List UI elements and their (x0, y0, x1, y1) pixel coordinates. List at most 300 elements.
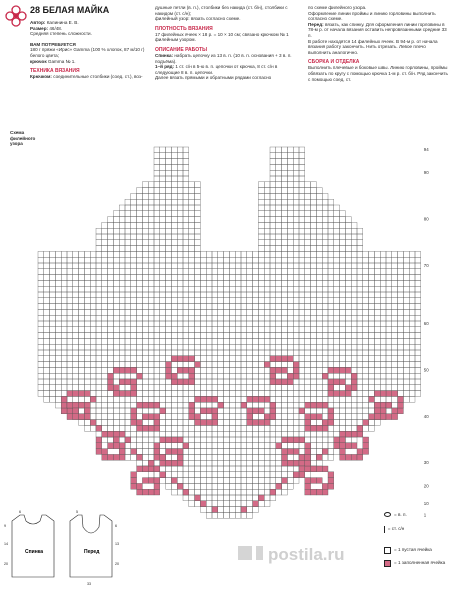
grid-cell (218, 466, 224, 472)
grid-cell (334, 396, 340, 402)
grid-cell (212, 362, 218, 368)
grid-cell (270, 478, 276, 484)
grid-cell (299, 188, 305, 194)
grid-cell (142, 298, 148, 304)
grid-cell (247, 350, 253, 356)
grid-cell (154, 304, 160, 310)
grid-cell (351, 338, 357, 344)
grid-cell (67, 362, 73, 368)
grid-cell (38, 350, 44, 356)
grid-cell (264, 472, 270, 478)
grid-cell (293, 431, 299, 437)
grid-cell (154, 164, 160, 170)
grid-cell (148, 211, 154, 217)
grid-cell (166, 246, 172, 252)
grid-cell (84, 304, 90, 310)
grid-cell (148, 350, 154, 356)
grid-cell (50, 315, 56, 321)
grid-cell (287, 234, 293, 240)
grid-cell (55, 280, 61, 286)
grid-cell (206, 437, 212, 443)
filled-cell (328, 408, 334, 414)
grid-cell (206, 501, 212, 507)
grid-cell (119, 292, 125, 298)
grid-cell (108, 356, 114, 362)
grid-cell (328, 263, 334, 269)
grid-cell (253, 298, 259, 304)
grid-cell (160, 298, 166, 304)
grid-cell (119, 286, 125, 292)
grid-cell (154, 437, 160, 443)
grid-cell (131, 309, 137, 315)
grid-cell (293, 193, 299, 199)
grid-cell (247, 472, 253, 478)
grid-cell (357, 240, 363, 246)
filled-cell (137, 466, 143, 472)
grid-cell (96, 292, 102, 298)
grid-cell (386, 275, 392, 281)
grid-cell (166, 222, 172, 228)
grid-cell (183, 222, 189, 228)
grid-cell (311, 292, 317, 298)
filled-cell (351, 443, 357, 449)
grid-cell (374, 379, 380, 385)
grid-cell (241, 472, 247, 478)
grid-cell (287, 396, 293, 402)
grid-cell (241, 408, 247, 414)
grid-cell (270, 315, 276, 321)
grid-cell (403, 263, 409, 269)
grid-cell (316, 263, 322, 269)
grid-cell (183, 425, 189, 431)
grid-cell (50, 257, 56, 263)
grid-cell (287, 414, 293, 420)
filled-cell (183, 443, 189, 449)
grid-cell (287, 269, 293, 275)
grid-cell (148, 199, 154, 205)
legend-empty: = 1 пустая ячейка (384, 547, 458, 554)
grid-cell (142, 269, 148, 275)
grid-cell (154, 240, 160, 246)
grid-cell (206, 286, 212, 292)
filled-cell (374, 402, 380, 408)
filled-cell (137, 489, 143, 495)
grid-cell (392, 286, 398, 292)
grid-cell (287, 164, 293, 170)
grid-cell (160, 286, 166, 292)
grid-cell (218, 344, 224, 350)
grid-cell (183, 327, 189, 333)
filled-cell (241, 402, 247, 408)
materials-heading: ВАМ ПОТРЕБУЕТСЯ (30, 41, 76, 47)
grid-cell (299, 344, 305, 350)
grid-cell (195, 269, 201, 275)
filled-cell (96, 443, 102, 449)
grid-cell (403, 391, 409, 397)
grid-cell (67, 257, 73, 263)
grid-cell (282, 176, 288, 182)
filled-cell (200, 408, 206, 414)
grid-cell (258, 449, 264, 455)
filled-cell (195, 414, 201, 420)
grid-cell (363, 269, 369, 275)
grid-cell (183, 460, 189, 466)
grid-cell (276, 420, 282, 426)
grid-cell (264, 367, 270, 373)
grid-cell (316, 304, 322, 310)
grid-cell (398, 391, 404, 397)
grid-cell (171, 420, 177, 426)
grid-cell (73, 298, 79, 304)
grid-cell (96, 309, 102, 315)
grid-cell (166, 170, 172, 176)
grid-cell (171, 275, 177, 281)
grid-cell (340, 344, 346, 350)
grid-cell (67, 275, 73, 281)
grid-cell (247, 449, 253, 455)
grid-cell (224, 379, 230, 385)
grid-cell (183, 257, 189, 263)
grid-cell (340, 414, 346, 420)
grid-cell (119, 309, 125, 315)
grid-cell (229, 466, 235, 472)
grid-cell (102, 246, 108, 252)
grid-cell (160, 373, 166, 379)
grid-cell (137, 286, 143, 292)
grid-cell (200, 269, 206, 275)
grid-cell (363, 315, 369, 321)
grid-cell (131, 362, 137, 368)
grid-cell (206, 460, 212, 466)
grid-cell (79, 327, 85, 333)
grid-cell (270, 280, 276, 286)
filled-cell (264, 420, 270, 426)
grid-cell (195, 408, 201, 414)
grid-cell (224, 309, 230, 315)
grid-cell (137, 188, 143, 194)
grid-cell (177, 350, 183, 356)
grid-cell (166, 292, 172, 298)
grid-cell (247, 338, 253, 344)
grid-cell (183, 431, 189, 437)
grid-cell (224, 373, 230, 379)
grid-cell (160, 478, 166, 484)
grid-cell (293, 251, 299, 257)
grid-cell (380, 275, 386, 281)
grid-cell (171, 431, 177, 437)
grid-cell (229, 507, 235, 513)
grid-cell (113, 304, 119, 310)
grid-cell (363, 344, 369, 350)
grid-cell (293, 321, 299, 327)
filled-cell (148, 425, 154, 431)
schematic-back-label: Спинка (25, 549, 44, 555)
grid-cell (235, 269, 241, 275)
grid-cell (282, 425, 288, 431)
grid-cell (293, 222, 299, 228)
grid-cell (154, 344, 160, 350)
grid-cell (293, 396, 299, 402)
grid-cell (137, 193, 143, 199)
grid-cell (171, 489, 177, 495)
grid-cell (299, 217, 305, 223)
grid-cell (264, 321, 270, 327)
grid-cell (224, 449, 230, 455)
grid-cell (334, 251, 340, 257)
grid-cell (293, 170, 299, 176)
grid-cell (160, 193, 166, 199)
grid-cell (200, 292, 206, 298)
grid-cell (322, 193, 328, 199)
grid-cell (380, 327, 386, 333)
grid-cell (316, 344, 322, 350)
grid-cell (311, 379, 317, 385)
grid-cell (137, 315, 143, 321)
grid-cell (218, 489, 224, 495)
grid-cell (189, 228, 195, 234)
grid-cell (299, 164, 305, 170)
filled-cell (177, 483, 183, 489)
grid-cell (160, 315, 166, 321)
grid-cell (200, 379, 206, 385)
filled-cell (189, 408, 195, 414)
filled-cell (316, 478, 322, 484)
grid-cell (131, 199, 137, 205)
grid-cell (282, 420, 288, 426)
grid-cell (200, 489, 206, 495)
grid-cell (67, 350, 73, 356)
grid-cell (316, 420, 322, 426)
further-text: Далее вязать прямыми и обратными рядами согласно (155, 75, 272, 81)
grid-cell (148, 234, 154, 240)
grid-cell (311, 228, 317, 234)
grid-cell (305, 234, 311, 240)
grid-cell (102, 373, 108, 379)
grid-cell (183, 292, 189, 298)
grid-cell (293, 344, 299, 350)
grid-cell (183, 205, 189, 211)
grid-cell (270, 333, 276, 339)
grid-cell (334, 321, 340, 327)
grid-cell (340, 269, 346, 275)
grid-cell (235, 466, 241, 472)
grid-cell (258, 211, 264, 217)
filled-cell (154, 414, 160, 420)
grid-cell (334, 356, 340, 362)
grid-cell (322, 205, 328, 211)
grid-cell (79, 304, 85, 310)
filled-cell (282, 478, 288, 484)
grid-cell (282, 396, 288, 402)
grid-cell (183, 420, 189, 426)
grid-cell (345, 246, 351, 252)
grid-cell (229, 449, 235, 455)
filled-cell (264, 414, 270, 420)
grid-cell (316, 356, 322, 362)
grid-cell (200, 275, 206, 281)
grid-cell (113, 246, 119, 252)
grid-cell (299, 228, 305, 234)
grid-cell (322, 454, 328, 460)
grid-cell (137, 263, 143, 269)
grid-cell (183, 304, 189, 310)
grid-cell (189, 275, 195, 281)
grid-cell (247, 512, 253, 518)
grid-cell (224, 315, 230, 321)
grid-cell (177, 222, 183, 228)
grid-cell (235, 350, 241, 356)
grid-cell (403, 315, 409, 321)
filled-cell (206, 408, 212, 414)
grid-cell (154, 385, 160, 391)
filled-cell (345, 391, 351, 397)
grid-cell (171, 193, 177, 199)
legend (384, 512, 458, 567)
grid-cell (392, 373, 398, 379)
grid-cell (125, 217, 131, 223)
grid-cell (322, 350, 328, 356)
grid-cell (328, 217, 334, 223)
filled-cell (334, 437, 340, 443)
filled-cell (84, 414, 90, 420)
grid-cell (340, 222, 346, 228)
grid-cell (119, 373, 125, 379)
grid-cell (212, 280, 218, 286)
grid-cell (55, 379, 61, 385)
grid-cell (369, 280, 375, 286)
grid-cell (125, 396, 131, 402)
grid-cell (177, 257, 183, 263)
grid-cell (148, 367, 154, 373)
grid-cell (50, 391, 56, 397)
grid-cell (403, 344, 409, 350)
grid-cell (206, 356, 212, 362)
filled-cell (374, 408, 380, 414)
filled-cell (200, 396, 206, 402)
grid-cell (137, 333, 143, 339)
grid-cell (166, 356, 172, 362)
filled-cell (293, 472, 299, 478)
grid-cell (206, 321, 212, 327)
grid-cell (282, 153, 288, 159)
grid-cell (142, 217, 148, 223)
grid-cell (148, 275, 154, 281)
filled-cell (171, 478, 177, 484)
grid-cell (363, 304, 369, 310)
filled-cell (183, 489, 189, 495)
grid-cell (177, 315, 183, 321)
grid-cell (131, 315, 137, 321)
grid-cell (415, 315, 421, 321)
grid-cell (44, 280, 50, 286)
grid-cell (357, 391, 363, 397)
grid-cell (160, 251, 166, 257)
filled-cell (177, 356, 183, 362)
grid-cell (200, 460, 206, 466)
grid-cell (415, 327, 421, 333)
grid-cell (229, 443, 235, 449)
grid-cell (137, 280, 143, 286)
grid-cell (108, 280, 114, 286)
filled-cell (160, 408, 166, 414)
filled-cell (386, 414, 392, 420)
grid-cell (212, 483, 218, 489)
grid-cell (113, 222, 119, 228)
grid-cell (322, 298, 328, 304)
grid-cell (334, 246, 340, 252)
grid-cell (224, 356, 230, 362)
grid-cell (96, 408, 102, 414)
back-text: Спинка: набрать цепочку из 13 в. п. (10 в. п. основания + 3 в. п. подъёма). (155, 52, 292, 64)
grid-cell (189, 466, 195, 472)
grid-cell (229, 356, 235, 362)
grid-cell (287, 188, 293, 194)
grid-cell (148, 408, 154, 414)
grid-cell (212, 338, 218, 344)
grid-cell (403, 298, 409, 304)
grid-cell (334, 222, 340, 228)
grid-cell (369, 275, 375, 281)
grid-cell (189, 193, 195, 199)
grid-cell (287, 182, 293, 188)
grid-cell (316, 460, 322, 466)
grid-cell (142, 460, 148, 466)
grid-cell (200, 356, 206, 362)
density-text: 17 филейных ячеек × 18 р. = 10 × 10 см; связано крючком № 1 филейным узором. (155, 31, 289, 43)
grid-cell (305, 373, 311, 379)
grid-cell (287, 333, 293, 339)
grid-cell (137, 344, 143, 350)
grid-cell (200, 391, 206, 397)
grid-cell (119, 298, 125, 304)
filled-cell (154, 489, 160, 495)
grid-cell (113, 373, 119, 379)
grid-cell (50, 263, 56, 269)
grid-cell (299, 385, 305, 391)
grid-cell (61, 298, 67, 304)
grid-cell (374, 420, 380, 426)
grid-cell (264, 385, 270, 391)
grid-cell (206, 350, 212, 356)
grid-cell (235, 292, 241, 298)
grid-cell (229, 431, 235, 437)
grid-cell (113, 379, 119, 385)
grid-cell (142, 246, 148, 252)
filled-cell (148, 460, 154, 466)
grid-cell (334, 205, 340, 211)
grid-cell (282, 292, 288, 298)
grid-cell (96, 228, 102, 234)
grid-cell (108, 298, 114, 304)
grid-cell (79, 333, 85, 339)
grid-cell (258, 466, 264, 472)
grid-cell (90, 309, 96, 315)
grid-cell (345, 333, 351, 339)
grid-cell (357, 356, 363, 362)
grid-cell (218, 321, 224, 327)
grid-cell (322, 356, 328, 362)
filled-cell (177, 460, 183, 466)
grid-cell (287, 170, 293, 176)
grid-cell (38, 391, 44, 397)
grid-cell (55, 298, 61, 304)
grid-cell (287, 391, 293, 397)
grid-cell (299, 211, 305, 217)
grid-cell (90, 269, 96, 275)
grid-cell (322, 379, 328, 385)
grid-cell (282, 362, 288, 368)
grid-cell (247, 344, 253, 350)
